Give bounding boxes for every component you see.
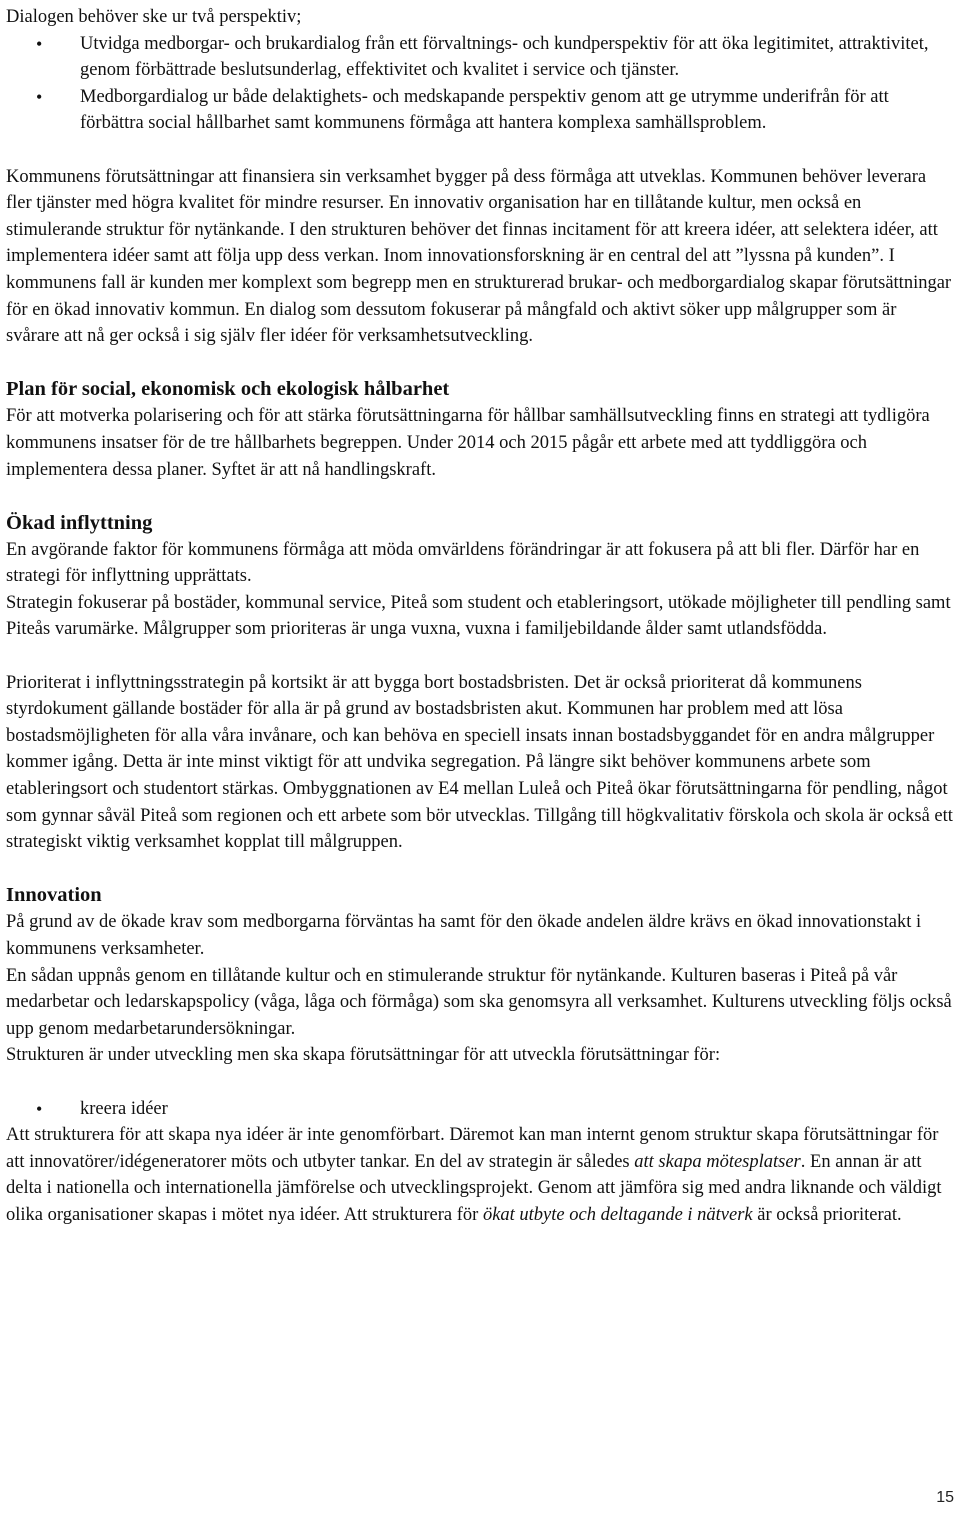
- finance-paragraph: Kommunens förutsättningar att finansiera sin verksamhet bygger på dess förmåga att utveklas. Kommunen behöver leverara fler tjänster med högra kvalitet för mindre resurser. En innovativ organisation har en tillåtande kultur, men också en stimulerande struktur för nytänkande. I den strukturen behöver det finnas incitament för att kreera idéer, att selektera idéer, att implementera idéer samt att följa upp dess verkan. Inom innovationsforskning är en central del att ”lyssna på kunden”. I kommunens fall är kunden mer komplext som begrepp men en strukturerad brukar- och medborgardialog skapar förutsättningar för en ökad innovativ kommun. En dialog som dessutom fokuserar på mångfald och aktivt söker upp målgrupper som är svårare att nå ger också i sig själv fler idéer för verksamhetsutveckling.: [6, 166, 952, 347]
- spacer: [6, 1069, 954, 1096]
- spacer: [6, 643, 954, 670]
- final-text-3: är också prioriterat.: [752, 1204, 902, 1225]
- final-emphasis-1: att skapa mötesplatser: [634, 1151, 801, 1172]
- spacer: [6, 137, 954, 164]
- section-heading-inflyttning: Ökad inflyttning: [6, 511, 153, 534]
- final-text-1: Att strukturera för att skapa nya idéer är inte genomförbart. Däremot kan man internt genom struktur skapa förutsättningar för att innovatörer/idégeneratorer möts och utbyter tankar. En del av strategin är således: [6, 1125, 939, 1172]
- innovation-paragraph-1: På grund av de ökade krav som medborgarna förväntas ha samt för den ökade andelen äldre krävs en ökad innovationstakt i kommunens verksamheter.: [6, 912, 922, 959]
- inflyttning-paragraph-2: Strategin fokuserar på bostäder, kommunal service, Piteå som student och etableringsort, utökade möjligheter till pendling samt Piteås varumärke. Målgrupper som prioriteras är unga vuxna, vuxna i familjebildande ålder samt utlandsfödda.: [6, 592, 951, 640]
- document-page: [6, 4, 954, 1229]
- innovation-paragraph-2: En sådan uppnås genom en tillåtande kultur och en stimulerande struktur för nytänkande. Kulturen baseras i Piteå på vår medarbetar och ledarskapspolicy (våga, låga och förmåga) som ska genomsyra all verksamhet. Kulturens utveckling följs också upp genom medarbetarundersökningar.: [6, 965, 952, 1039]
- perspective-item: • Utvidga medborgar- och brukardialog från ett förvaltnings- och kundperspektiv för att öka legitimitet, attraktivitet, genom förbättrade beslutsunderlag, effektivitet och kvalitet i service och tjänster.: [6, 31, 954, 84]
- plan-paragraph: För att motverka polarisering och för att stärka förutsättningarna för hållbar samhällsutveckling finns en strategi att tydligöra kommunens insatser för de tre hållbarhets begreppen. Under 2014 och 2015 pågår ett arbete med att tyddliggöra och implementera dessa planer. Syftet är att nå handlingskraft.: [6, 406, 930, 480]
- perspective-item: • Medborgardialog ur både delaktighets- och medskapande perspektiv genom att ge utrymme underifrån för att förbättra social hållbarhet samt kommunens förmåga att hantera komplexa samhällsproblem.: [6, 84, 954, 137]
- final-text-2: . En annan är att delta i nationella och internationella jämförelse och utvecklingsprojekt. Genom att jämföra sig med andra liknande och väldigt olika organisationer skapas i mötet nya idéer. Att strukturera för: [6, 1151, 942, 1225]
- intro-text: Dialogen behöver ske ur två perspektiv;: [6, 7, 302, 27]
- spacer: [6, 350, 954, 377]
- page-number: 15: [936, 1489, 954, 1506]
- final-emphasis-2: ökat utbyte och deltagande i nätverk: [482, 1204, 753, 1225]
- innovation-final-paragraph: [6, 1122, 954, 1228]
- section-heading-plan: Plan för social, ekonomisk och ekologisk hålbarhet: [6, 378, 450, 401]
- innovation-bullet: • kreera idéer: [6, 1096, 954, 1123]
- innovation-list: [6, 1096, 954, 1123]
- spacer: [6, 856, 954, 883]
- perspective-list: [6, 31, 954, 137]
- innovation-paragraph-3: Strukturen är under utveckling men ska skapa förutsättningar för att utveckla förutsättningar för:: [6, 1045, 721, 1066]
- inflyttning-paragraph-1: En avgörande faktor för kommunens förmåga att möda omvärldens förändringar är att fokusera på att bli fler. Därför har en strategi för inflyttning upprättats.: [6, 539, 920, 587]
- section-heading-innovation: Innovation: [6, 884, 102, 907]
- spacer: [6, 483, 954, 510]
- inflyttning-paragraph-3: Prioriterat i inflyttningsstrategin på kortsikt är att bygga bort bostadsbristen. Det är också prioriterat då kommunens styrdokument gällande bostäder för alla är på grund av bostadsbristen akut. Kommunen har problem med att lösa bostadsmöjligheten för alla våra invånare, och kan behöva en speciell insats innan bostadsbyggandet för en andra målgrupper kommer igång. Detta är inte minst viktigt för att undvika segregation. På längre sikt behöver kommunens arbete som etableringsort och studentort stärkas. Ombyggnationen av E4 mellan Luleå och Piteå ökar förutsättningarna för pendling, något som gynnar såväl Piteå som regionen och ett arbete som bör utvecklas. Tillgång till högkvalitativ förskola och skola är också ett strategiskt viktig verksamhet kopplat till målgruppen.: [6, 672, 953, 853]
